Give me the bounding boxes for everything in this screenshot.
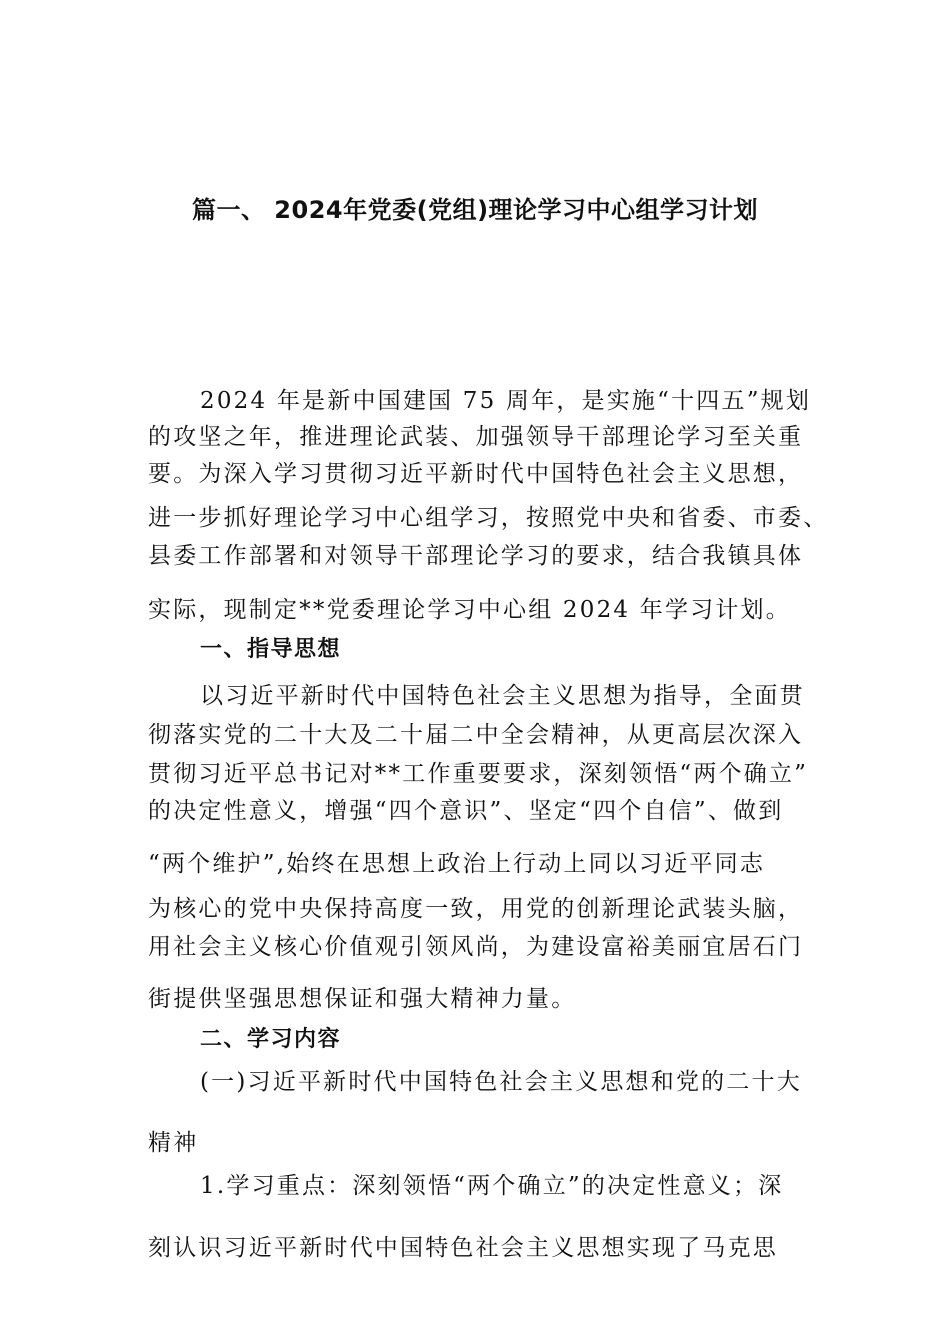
section2-line-2: 精神 (148, 1130, 199, 1156)
section2-line-1: (一)习近平新时代中国特色社会主义思想和党的二十大 (200, 1069, 802, 1095)
section-heading-guiding-ideology: 一、指导思想 (200, 637, 342, 662)
section1-line-4: 的决定性意义，增强“四个意识”、坚定“四个自信”、做到 (148, 798, 784, 824)
document-title: 篇一、 2024年党委(党组)理论学习中心组学习计划 (191, 196, 759, 224)
intro-line-4: 进一步抓好理论学习中心组学习，按照党中央和省委、市委、 (148, 505, 829, 531)
section1-line-7: 用社会主义核心价值观引领风尚，为建设富裕美丽宜居石门 (148, 934, 804, 960)
intro-line-5: 县委工作部署和对领导干部理论学习的要求，结合我镇具体 (148, 543, 804, 569)
intro-line-2: 的攻坚之年，推进理论武装、加强领导干部理论学习至关重 (148, 424, 804, 450)
intro-line-3: 要。为深入学习贯彻习近平新时代中国特色社会主义思想， (148, 461, 804, 487)
section-heading-study-content: 二、学习内容 (200, 1027, 342, 1052)
section2-line-3: 1.学习重点：深刻领悟“两个确立”的决定性意义；深 (200, 1173, 784, 1199)
section1-line-6: 为核心的党中央保持高度一致，用党的创新理论武装头脑， (148, 896, 804, 922)
section1-line-1: 以习近平新时代中国特色社会主义思想为指导，全面贯 (200, 683, 805, 709)
section2-line-4: 刻认识习近平新时代中国特色社会主义思想实现了马克思 (148, 1235, 778, 1261)
section1-line-3: 贯彻习近平总书记对**工作重要要求，深刻领悟“两个确立” (148, 761, 809, 787)
section1-line-2: 彻落实党的二十大及二十届二中全会精神，从更高层次深入 (148, 722, 804, 748)
intro-line-1: 2024 年是新中国建国 75 周年，是实施“十四五”规划 (200, 388, 812, 414)
section1-line-8: 街提供坚强思想保证和强大精神力量。 (148, 986, 577, 1012)
intro-line-6: 实际，现制定**党委理论学习中心组 2024 年学习计划。 (148, 597, 791, 623)
section1-line-5: “两个维护”,始终在思想上政治上行动上同以习近平同志 (148, 851, 766, 877)
